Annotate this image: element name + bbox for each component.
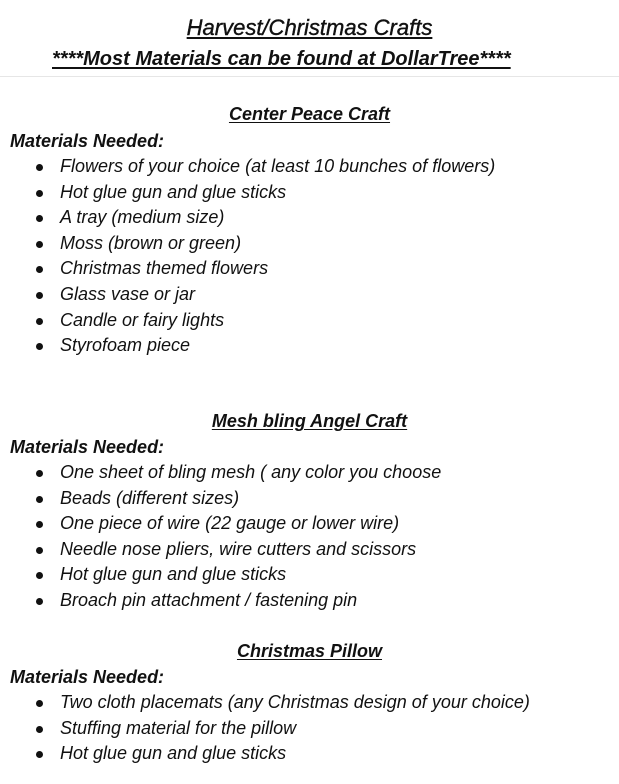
- bullet-icon: [36, 751, 43, 758]
- materials-label: Materials Needed:: [10, 667, 165, 687]
- list-item-text: Glass vase or jar: [60, 283, 196, 304]
- section-title-mesh-bling-angel: Mesh bling Angel Craft: [211, 411, 408, 431]
- bullet-icon: [36, 215, 43, 222]
- list-item-text: Two cloth placemats (any Christmas design of your choice): [60, 692, 530, 712]
- list-item-text: Flowers of your choice (at least 10 bunches of flowers): [60, 156, 496, 176]
- list-item-text: Hot glue gun and glue sticks: [60, 181, 287, 202]
- list-item-text: A tray (medium size): [60, 207, 225, 228]
- bullet-icon: [36, 521, 43, 528]
- bullet-icon: [36, 292, 43, 299]
- list-item-text: Hot glue gun and glue sticks: [60, 564, 287, 585]
- bullet-icon: [36, 241, 43, 248]
- bullet-icon: [36, 726, 43, 733]
- page-subtitle: ****Most Materials can be found at DollarTree****: [52, 48, 511, 70]
- bullet-icon: [36, 700, 43, 707]
- bullet-icon: [36, 266, 43, 273]
- bullet-icon: [36, 572, 43, 579]
- list-item-text: Broach pin attachment / fastening pin: [60, 589, 358, 610]
- bullet-icon: [36, 598, 43, 605]
- header-divider: [0, 76, 619, 77]
- list-item-text: Beads (different sizes): [60, 487, 240, 508]
- section-title-christmas-pillow: Christmas Pillow: [236, 641, 383, 661]
- materials-label: Materials Needed:: [10, 437, 165, 457]
- list-item-text: Needle nose pliers, wire cutters and scissors: [60, 538, 417, 559]
- bullet-icon: [36, 164, 43, 171]
- list-item-text: One piece of wire (22 gauge or lower wire): [60, 513, 400, 534]
- bullet-icon: [36, 190, 43, 197]
- bullet-icon: [36, 496, 43, 503]
- list-item-text: Moss (brown or green): [60, 232, 242, 253]
- section-title-center-peace: Center Peace Craft: [228, 104, 391, 124]
- list-item-text: Styrofoam piece: [60, 335, 191, 356]
- bullet-icon: [36, 318, 43, 325]
- bullet-icon: [36, 470, 43, 477]
- list-item-text: Hot glue gun and glue sticks: [60, 743, 287, 764]
- list-item-text: Candle or fairy lights: [60, 309, 225, 330]
- list-item-text: Christmas themed flowers: [60, 258, 269, 279]
- bullet-icon: [36, 547, 43, 554]
- list-item-text: One sheet of bling mesh ( any color you choose: [60, 462, 442, 482]
- materials-label: Materials Needed:: [10, 131, 165, 151]
- list-item-text: Stuffing material for the pillow: [60, 717, 297, 738]
- bullet-icon: [36, 343, 43, 350]
- page-title: Harvest/Christmas Crafts: [186, 15, 433, 40]
